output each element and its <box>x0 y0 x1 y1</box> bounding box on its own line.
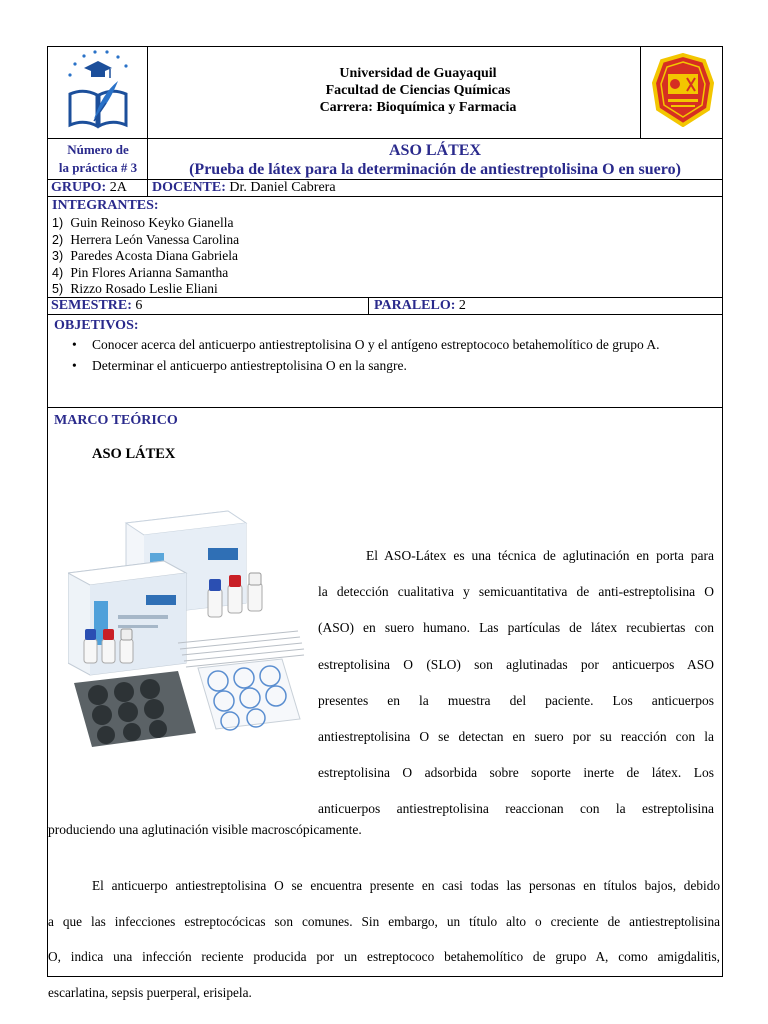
theory-paragraph-1: El ASO-Látex es una técnica de aglutinación en porta para la detección cualitativa y semicuantitativa de anti-estreptolisina O (ASO) en suero humano. Las partículas de látex recubiertas con estreptolisina O (SLO) son aglutinadas por anticuerpos ASO presentes en la muestra del paciente. Los anticuerpos antiestreptolisina O se detectan en suero por su reacción con la estreptolisina O adsorbida sobre soporte inerte de látex. Los anticuerpos antiestreptolisina reaccionan con la estreptolisina <box>318 548 714 817</box>
teacher-cell: DOCENTE: Dr. Daniel Cabrera <box>152 180 336 195</box>
members-row <box>48 197 722 298</box>
list-item: 4) Pin Flores Arianna Samantha <box>52 264 229 280</box>
list-item: • Conocer acerca del anticuerpo antiestreptolisina O y el antígeno estreptococo betahemolítico de grupo A. <box>72 337 660 352</box>
practice-subtitle: (Prueba de látex para la determinación de antiestreptolisina O en suero) <box>189 161 681 178</box>
header-text <box>196 65 640 116</box>
university-name: Universidad de Guayaquil <box>339 66 497 81</box>
practice-title-main: ASO LÁTEX <box>388 142 482 159</box>
objectives-label: OBJETIVOS: <box>54 318 139 333</box>
list-item: 2) Herrera León Vanessa Carolina <box>52 231 240 247</box>
group-row <box>48 180 722 197</box>
faculty-seal-logo <box>652 53 714 127</box>
list-item: 5) Rizzo Rosado Leslie Eliani <box>52 281 218 296</box>
university-book-logo <box>58 49 138 135</box>
members-list <box>52 215 239 298</box>
list-item: 3) Paredes Acosta Diana Gabriela <box>52 248 238 263</box>
header-row <box>48 47 722 139</box>
career-name: Carrera: Bioquímica y Farmacia <box>319 100 517 115</box>
theory-paragraph-1-end: produciendo una aglutinación visible macroscópicamente. <box>48 822 362 837</box>
semester-cell: SEMESTRE: 6 <box>51 298 143 313</box>
practice-title <box>148 141 722 179</box>
parallel-cell: PARALELO: 2 <box>374 298 466 313</box>
list-item: • Determinar el anticuerpo antiestreptolisina O en la sangre. <box>72 358 407 373</box>
group-cell: GRUPO: 2A <box>51 180 127 195</box>
objectives-list <box>72 336 710 378</box>
list-item: 1) Guin Reinoso Keyko Gianella <box>52 215 234 230</box>
aso-latex-kit-image <box>68 493 306 753</box>
objectives-row <box>48 315 722 408</box>
practice-number-label: Número de la práctica # 3 <box>58 142 138 175</box>
practice-row <box>48 139 722 180</box>
members-label: INTEGRANTES: <box>52 198 159 213</box>
theory-label: MARCO TEÓRICO <box>54 413 178 428</box>
faculty-name: Facultad de Ciencias Químicas <box>325 83 511 98</box>
semester-row <box>48 298 722 315</box>
document-page <box>47 46 723 1000</box>
theory-paragraph-2: El anticuerpo antiestreptolisina O se encuentra presente en casi todas las personas en títulos bajos, debido a que las infecciones estreptocócicas son comunes. Sin embargo, un título alto o creciente de antiestreptolisina O, indica una infección reciente producida por un estreptococo betahemolítico de grupo A, como amigdalitis, escarlatina, sepsis puerperal, erisipela. <box>48 878 720 1000</box>
theory-heading: ASO LÁTEX <box>92 446 176 462</box>
theory-section <box>48 408 722 1000</box>
